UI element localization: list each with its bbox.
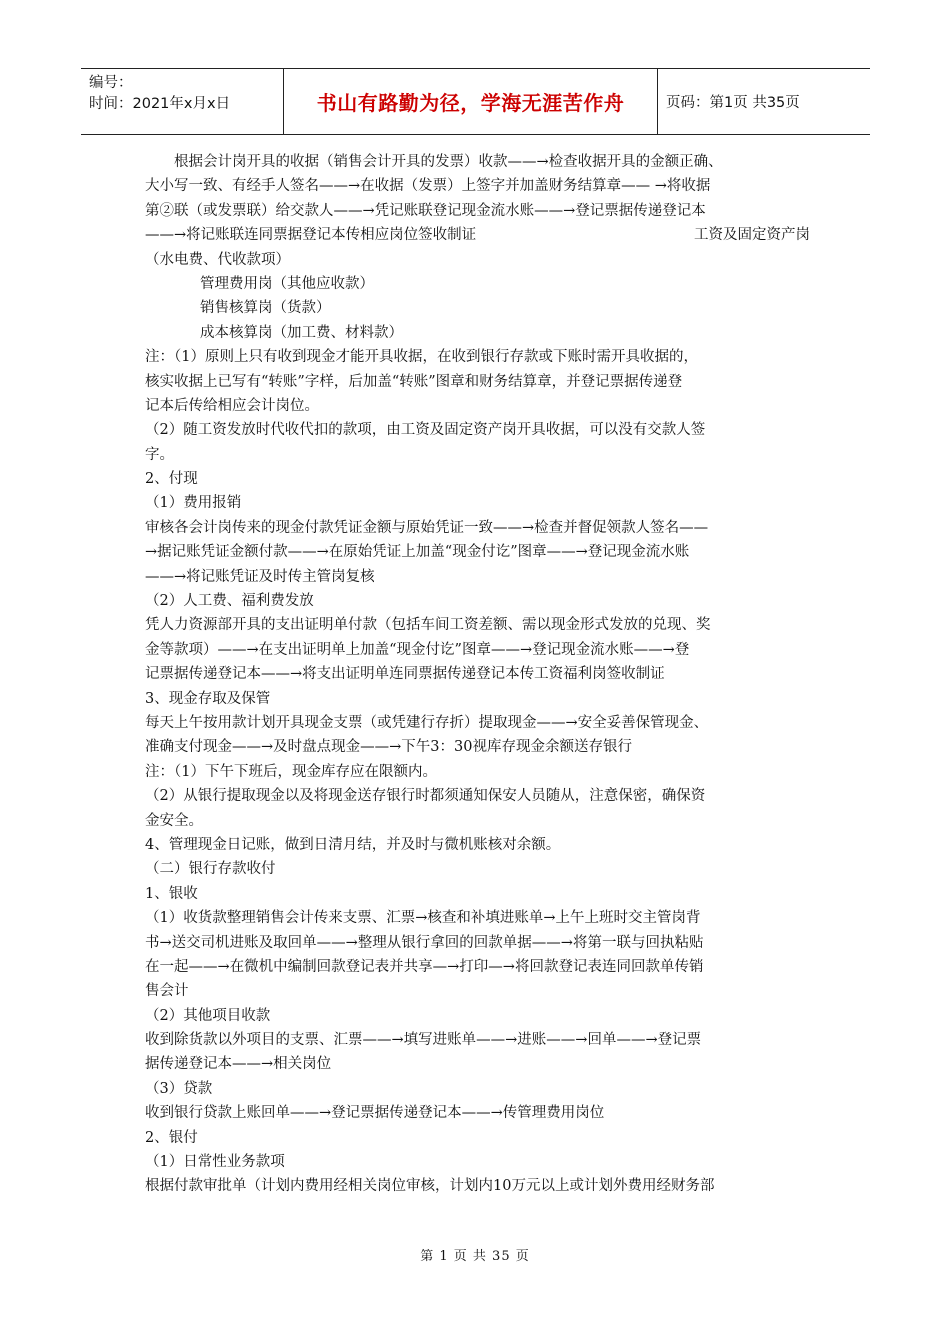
body-line: 记本后传给相应会计岗位。 <box>145 397 319 414</box>
body-line: 每天上午按用款计划开具现金支票（或凭建行存折）提取现金——→安全妥善保管现金、 <box>145 714 709 731</box>
body-line: 审核各会计岗传来的现金付款凭证金额与原始凭证一致——→检查并督促领款人签名—— <box>145 519 709 536</box>
body-line-right: 工资及固定资产岗 <box>694 227 810 244</box>
body-line: 凭人力资源部开具的支出证明单付款（包括车间工资差额、需以现金形式发放的兑现、奖 <box>145 617 711 634</box>
chapter-heading: （二）银行存款收付 <box>145 861 276 878</box>
document-date: 时间：2021年x月x日 <box>89 96 231 112</box>
body-line: 销售核算岗（货款） <box>200 300 331 317</box>
body-line: 大小写一致、有经手人签名——→在收据（发票）上签字并加盖财务结算章—— →将收据 <box>145 178 711 195</box>
body-line: 金等款项）——→在支出证明单上加盖“现金付讫”图章——→登记现金流水账——→登 <box>145 641 690 658</box>
body-line: 收到除货款以外项目的支票、汇票——→填写进账单——→进账——→回单——→登记票 <box>145 1032 702 1049</box>
body-line: 根据付款审批单（计划内费用经相关岗位审核，计划内10万元以上或计划外费用经财务部 <box>145 1178 715 1195</box>
subsection-heading: （2）其他项目收款 <box>145 1007 271 1024</box>
page-footer: 第 1 页 共 35 页 <box>420 1249 530 1264</box>
subsection-heading: （1）费用报销 <box>145 495 242 512</box>
body-line: →据记账凭证金额付款——→在原始凭证上加盖“现金付讫”图章——→登记现金流水账 <box>145 544 690 561</box>
body-line: 核实收据上已写有“转账”字样，后加盖“转账”图章和财务结算章，并登记票据传递登 <box>145 373 683 390</box>
body-line: （1）收货款整理销售会计传来支票、汇票→核查和补填进账单→上午上班时交主管岗背 <box>145 910 701 927</box>
body-line: 据传递登记本——→相关岗位 <box>145 1056 332 1073</box>
header-motto: 书山有路勤为径，学海无涯苦作舟 <box>284 69 658 134</box>
body-line: （2）从银行提取现金以及将现金送存银行时都须通知保安人员随从，注意保密，确保资 <box>145 788 706 805</box>
body-line: 第②联（或发票联）给交款人——→凭记账联登记现金流水账——→登记票据传递登记本 <box>145 202 706 219</box>
body-line: 金安全。 <box>145 812 203 829</box>
body-line: 记票据传递登记本——→将支出证明单连同票据传递登记本传工资福利岗签收制证 <box>145 666 665 683</box>
body-line: 根据会计岗开具的收据（销售会计开具的发票）收款——→检查收据开具的金额正确、 <box>174 154 723 170</box>
body-line: 字。 <box>145 446 174 463</box>
subsection-heading: （2）人工费、福利费发放 <box>145 593 314 610</box>
body-line: （水电费、代收款项） <box>145 251 290 268</box>
section-heading: 3、现金存取及保管 <box>145 690 271 707</box>
header-meta <box>81 69 284 134</box>
body-line: 书→送交司机进账及取回单——→整理从银行拿回的回款单据——→将第一联与回执粘贴 <box>145 934 704 951</box>
body-line: 注：（1）下午下班后，现金库存应在限额内。 <box>145 763 437 780</box>
document-body <box>145 150 810 1199</box>
section-heading: 4、管理现金日记账，做到日清月结，并及时与微机账核对余额。 <box>145 836 561 853</box>
body-line: ——→将记账凭证及时传主管岗复核 <box>145 568 375 585</box>
body-line: 管理费用岗（其他应收款） <box>200 275 374 292</box>
section-heading: 2、银付 <box>145 1129 198 1146</box>
body-line: 成本核算岗（加工费、材料款） <box>200 324 403 341</box>
body-line: 售会计 <box>145 983 189 1000</box>
body-line-left: ——→将记账联连同票据登记本传相应岗位签收制证 <box>145 227 477 244</box>
body-line <box>145 223 810 247</box>
body-line: （2）随工资发放时代收代扣的款项，由工资及固定资产岗开具收据，可以没有交款人签 <box>145 422 706 439</box>
section-heading: 2、付现 <box>145 471 198 488</box>
subsection-heading: （1）日常性业务款项 <box>145 1154 285 1171</box>
body-line: 准确支付现金——→及时盘点现金——→下午3：30视库存现金余额送存银行 <box>145 739 632 756</box>
page-header <box>81 68 870 135</box>
body-line: 收到银行贷款上账回单——→登记票据传递登记本——→传管理费用岗位 <box>145 1105 605 1122</box>
document-number: 编号： <box>89 75 133 91</box>
body-line: 在一起——→在微机中编制回款登记表并共享—→打印—→将回款登记表连同回款单传销 <box>145 958 704 975</box>
section-heading: 1、银收 <box>145 885 198 902</box>
body-line: 注：（1）原则上只有收到现金才能开具收据，在收到银行存款或下账时需开具收据的， <box>145 349 698 366</box>
subsection-heading: （3）贷款 <box>145 1080 213 1097</box>
header-page-info: 页码：第1页 共35页 <box>666 95 800 111</box>
